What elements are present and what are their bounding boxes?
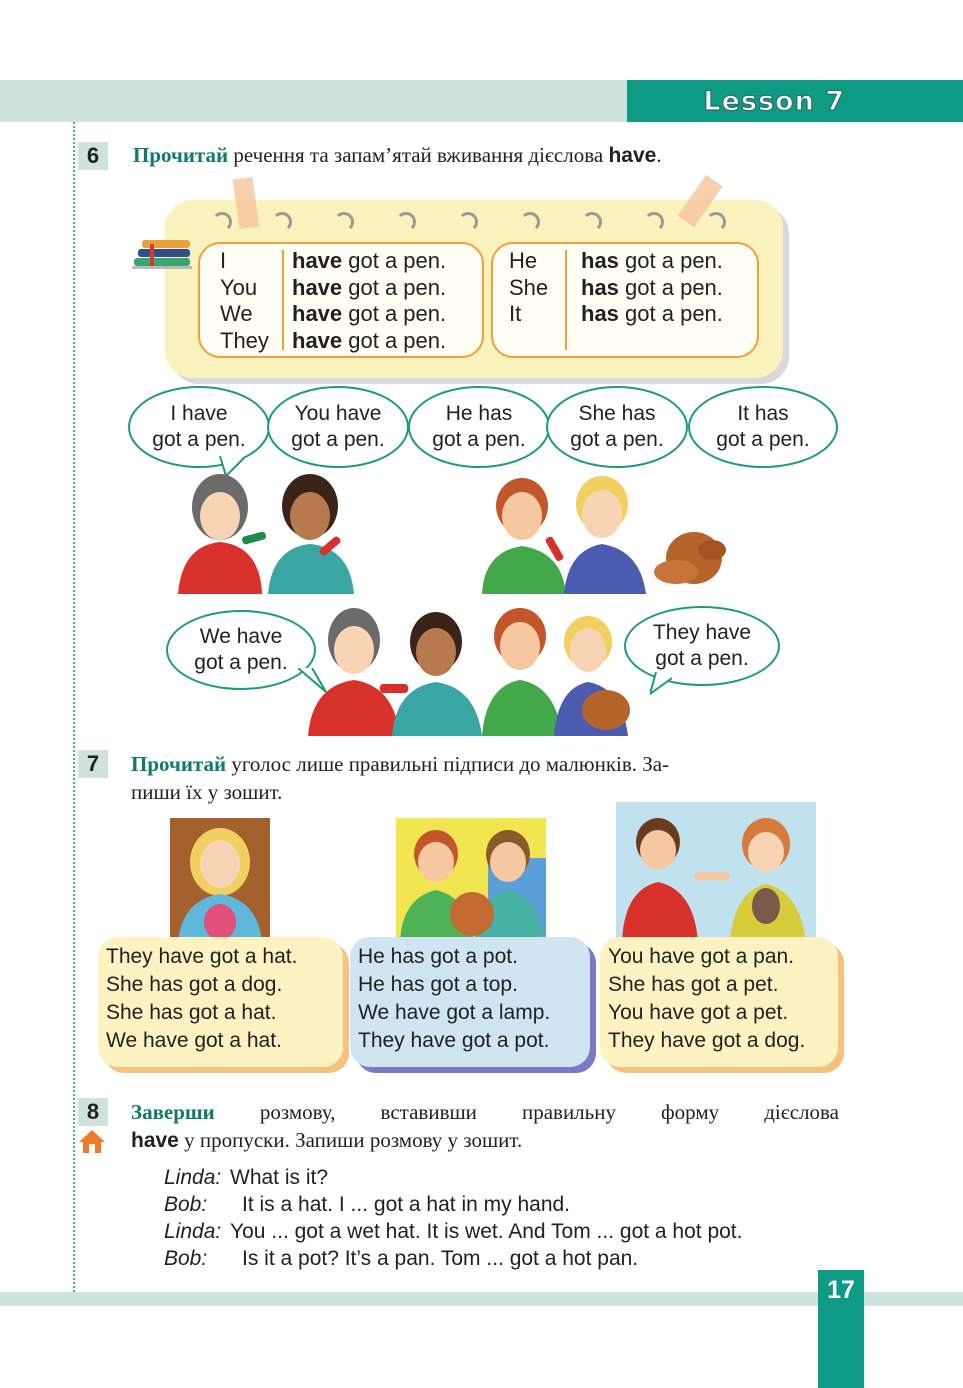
caption-box-1 [98,937,343,1067]
ring-icon [396,212,416,232]
subject-column [509,248,548,328]
margin-dotted-line [73,122,75,1292]
bubble-tail-icon [298,668,328,694]
bubble-line: We have [199,625,283,648]
box-divider [282,250,284,350]
instruction-text: пиши їх у зошит. [131,780,283,804]
exercise-7-number: 7 [78,750,108,778]
instruction-bold-verb: have [131,1129,179,1152]
caption-option[interactable]: They have got a pot. [358,1029,550,1052]
dialogue-text: Is it a pot? It’s a pan. Tom ... got a hot pan. [242,1247,639,1270]
bubble-line: You have [294,402,382,425]
speech-bubble [688,386,838,468]
dialogue-line: Bob: Is it a pot? It’s a pan. Tom ... got a hot pan. [164,1247,639,1270]
girl-with-toy-illustration [170,818,270,942]
ring-icon [334,212,354,232]
speech-bubble [546,386,688,468]
speaker-name: Linda [164,1166,216,1189]
home-icon [78,1128,106,1154]
object: got a pen. [342,248,447,273]
object: got a pen. [342,327,447,353]
object: got a pen. [618,248,723,273]
verb-have: have [292,248,343,273]
boys-with-pot-illustration [396,818,546,942]
bubble-line: got a pen. [194,651,288,674]
exercise-7-instruction [131,750,841,806]
caption-option[interactable]: She has got a hat. [106,1001,277,1024]
dialogue-line: Linda: What is it? [164,1166,329,1189]
object: got a pen. [618,274,723,300]
bubble-line: got a pen. [716,428,810,451]
ring-icon [212,212,232,232]
instruction-text: уголос лише правильні підписи до малюнків. За- [226,752,670,776]
instruction-text: розмову, вставивши правильну форму дієслова [214,1100,839,1124]
bubble-line: got a pen. [291,428,385,451]
caption-box-3 [600,937,838,1067]
caption-option[interactable]: You have got a pan. [608,945,795,968]
lesson-title: Lesson 7 [703,86,845,117]
speaker-name: Linda [164,1220,216,1243]
speech-bubble [128,386,270,468]
subject-column [220,248,269,354]
object: got a pen. [342,301,447,326]
bubble-tail-icon [650,672,680,696]
caption-option[interactable]: They have got a hat. [106,945,298,968]
caption-option[interactable]: They have got a dog. [608,1029,806,1052]
speech-bubble-we [166,610,316,690]
ring-icon [582,212,602,232]
exercise-8-number: 8 [78,1098,108,1126]
subject: They [220,327,269,353]
subject: She [509,274,549,300]
dialogue-line: Bob: It is a hat. I ... got a hat in my hand. [164,1193,571,1216]
speech-bubble-they [624,606,780,686]
bubble-line: He has [445,402,513,425]
predicate-column [581,248,723,328]
dialogue [164,1164,742,1272]
subject: I [220,248,227,273]
subject: It [509,301,522,326]
instruction-verb: Заверши [131,1100,215,1124]
group-illustration [306,600,646,736]
caption-option[interactable]: He has got a pot. [358,945,518,968]
subject: He [509,248,538,273]
bubble-line: It has [737,402,789,425]
caption-option[interactable]: She has got a pet. [608,973,779,996]
verb-has: has [581,248,619,273]
exercise-6-instruction [133,141,662,170]
bubble-line: got a pen. [432,428,526,451]
subject: We [220,301,253,326]
instruction-end: . [656,143,662,167]
ring-icon [458,212,478,232]
ring-icon [272,212,292,232]
predicate-column [292,248,446,354]
bubble-line: They have [652,621,752,644]
caption-option[interactable]: She has got a dog. [106,973,283,996]
verb-has: has [581,274,619,300]
boy-and-girl-with-pet-illustration [616,802,816,942]
speaker-name: Bob [164,1193,202,1216]
bubble-line: She has [578,402,656,425]
verb-have: have [292,274,343,300]
verb-have: have [292,327,343,353]
speech-bubble [267,386,409,468]
caption-box-2 [350,937,590,1067]
dialogue-text: You ... got a wet hat. It is wet. And Tom ... got a hot pot. [230,1220,743,1243]
verb-have: have [292,301,343,326]
speech-bubble [408,386,550,468]
instruction-verb: Прочитай [131,752,227,776]
dialogue-text: It is a hat. I ... got a hat in my hand. [242,1193,571,1216]
bubble-line: I have [170,402,228,425]
caption-option[interactable]: We have got a hat. [106,1029,282,1052]
box-divider [565,250,567,350]
caption-option[interactable]: He has got a top. [358,973,518,996]
books-icon [132,238,194,274]
have-box [198,242,484,358]
ring-icon [644,212,664,232]
instruction-bold-verb: have [608,144,657,167]
caption-option[interactable]: We have got a lamp. [358,1001,551,1024]
verb-has: has [581,301,619,326]
page-number: 17 [827,1276,855,1304]
boy-girl-dog-illustration [480,472,736,594]
instruction-text: у пропуски. Запиши розмову у зошит. [178,1128,523,1152]
dialogue-line: Linda: You ... got a wet hat. It is wet. And Tom ... got a hot pot. [164,1220,743,1243]
subject: You [220,274,258,300]
ring-icon [520,212,540,232]
instruction-text: речення та запам’ятай вживання дієслова [228,143,609,167]
exercise-6-number: 6 [78,142,108,170]
bubble-line: got a pen. [655,647,749,670]
bubble-line: got a pen. [570,428,664,451]
dialogue-text: What is it? [230,1166,329,1189]
bubble-line: got a pen. [152,428,246,451]
has-box [491,242,759,358]
girls-illustration [168,472,360,594]
object: got a pen. [618,301,723,326]
speaker-name: Bob [164,1247,202,1270]
instruction-verb: Прочитай [133,143,229,167]
caption-option[interactable]: You have got a pet. [608,1001,789,1024]
object: got a pen. [342,274,447,300]
ring-icon [706,212,726,232]
exercise-8-instruction [131,1098,839,1155]
